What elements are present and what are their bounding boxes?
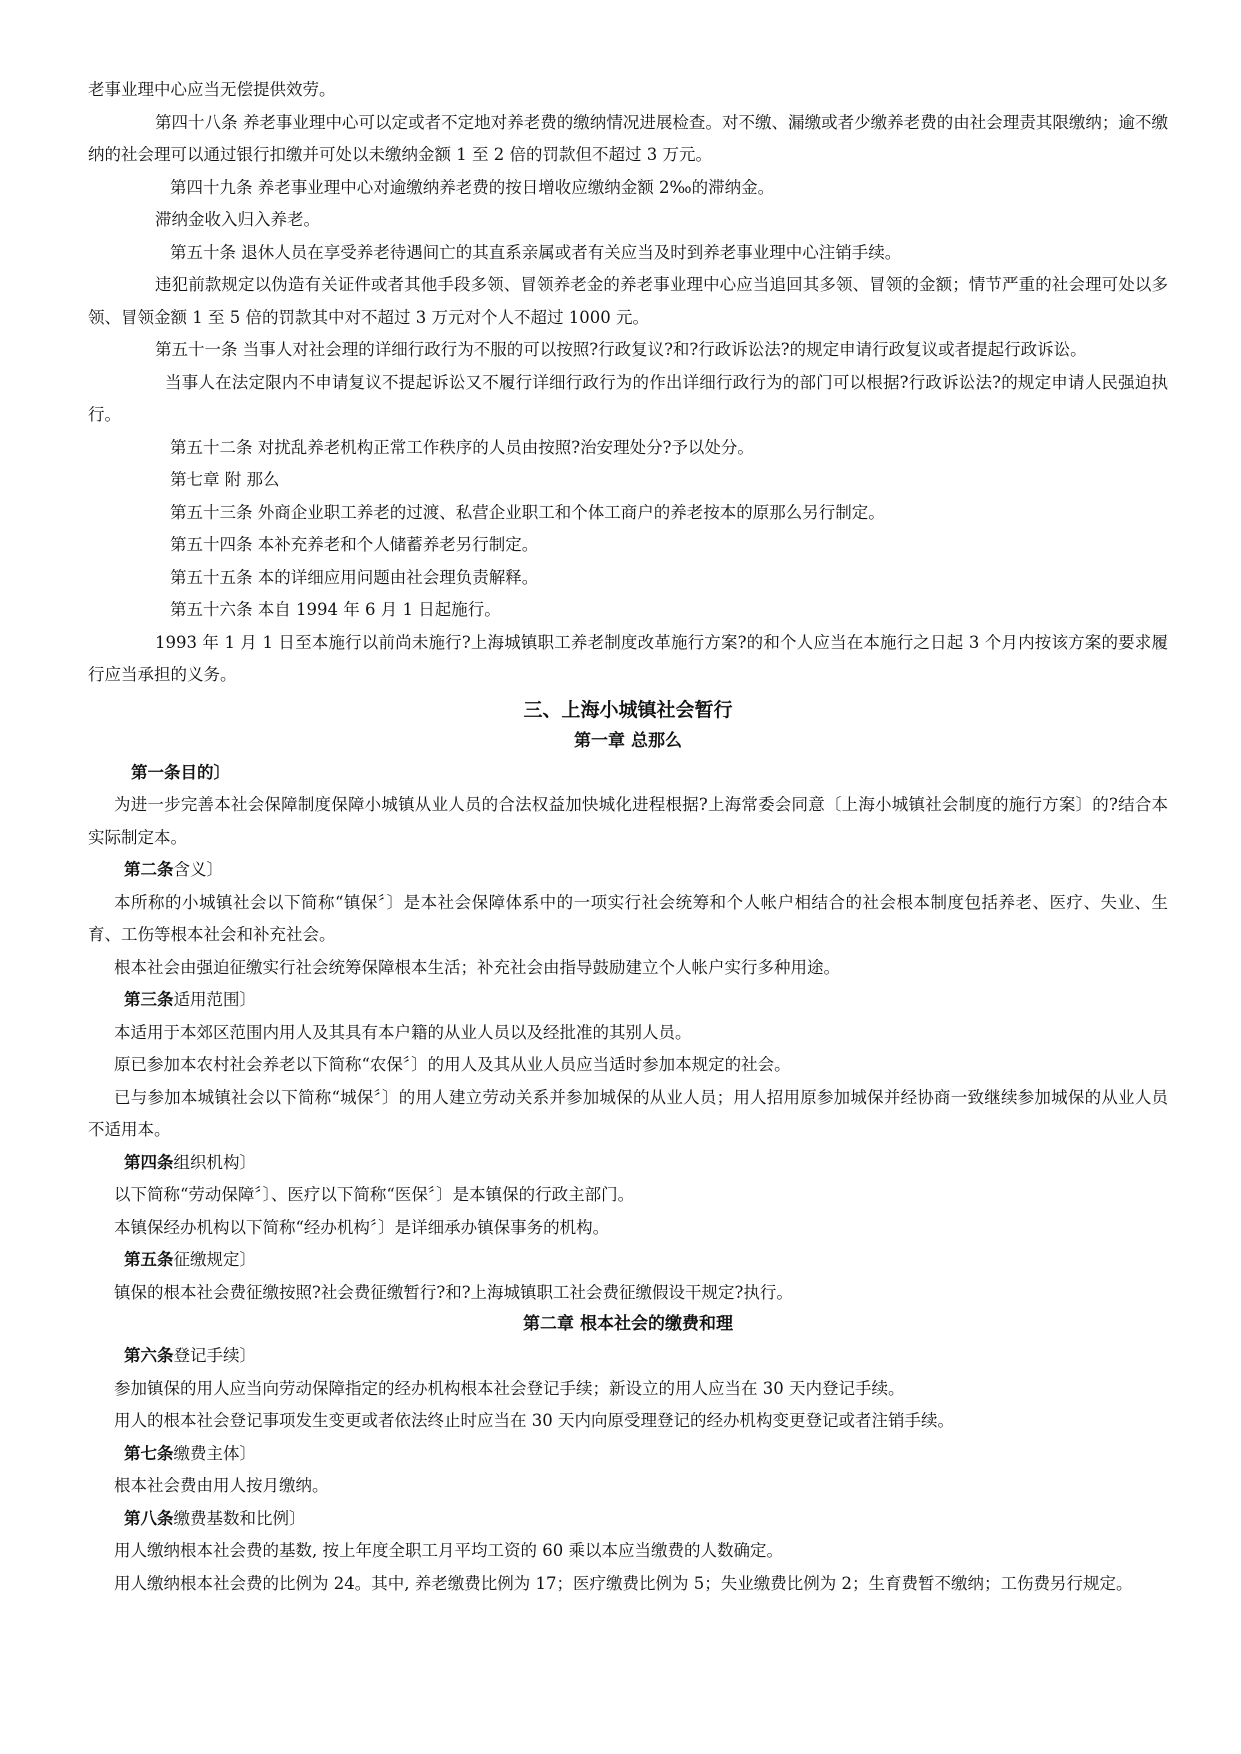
article-8-body: 用人缴纳根本社会费的基数, 按上年度全职工月平均工资的 60 乘以本应当缴费的人数确定。 [114,1541,783,1560]
article-6-body: 参加镇保的用人应当向劳动保障指定的经办机构根本社会登记手续；新设立的用人应当在 30 天内登记手续。 [114,1378,905,1398]
article-2-body: 本所称的小城镇社会以下简称“镇保〞〕是本社会保障体系中的一项实行社会统筹和个人帐户相结合的社会根本制度包括养老、医疗、失业、生育、工伤等根本社会和补充社会。 [88,892,1168,944]
section-title: 三、上海小城镇社会暂行 [523,698,733,721]
article-subject: 征缴规定〕 [173,1250,256,1269]
article-3-body: 本适用于本郊区范围内用人及其具有本户籍的从业人员以及经批准的其别人员。 [114,1022,692,1042]
article-subject: 组织机构〕 [173,1152,256,1172]
paragraph: 当事人在法定限内不申请复议不提起诉讼又不履行详细行政行为的作出详细行政行为的部门可以根据?行政诉讼法?的规定申请人民强迫执行。 [88,372,1168,424]
article-2-heading [88,854,1168,887]
article-7-body: 根本社会费由用人按月缴纳。 [114,1476,329,1495]
chapter-heading-1: 第一章 总那么 [574,730,682,751]
document-page [88,74,1168,1600]
article-8-body: 用人缴纳根本社会费的比例为 24。其中, 养老缴费比例为 17；医疗缴费比例为 5；失业缴费比例为 2；生育费暂不缴纳；工伤费另行规定。 [114,1573,1133,1593]
article-subject: 含义〕 [173,860,223,879]
article-number: 第二条 [124,860,174,879]
article-4-heading [88,1147,1168,1180]
article-3-heading [88,984,1168,1017]
paragraph-article-55: 第五十五条 本的详细应用问题由社会理负责解释。 [170,567,539,587]
article-subject: 登记手续〕 [173,1346,256,1365]
article-4-body: 本镇保经办机构以下简称“经办机构〞〕是详细承办镇保事务的机构。 [114,1217,610,1237]
paragraph-article-54: 第五十四条 本补充养老和个人储蓄养老另行制定。 [170,535,539,554]
chapter-heading-7: 第七章 附 那么 [170,470,280,489]
paragraph-article-53: 第五十三条 外商企业职工养老的过渡、私营企业职工和个体工商户的养老按本的原那么另行制定。 [170,502,885,522]
article-number: 第三条 [124,990,174,1009]
article-5-body: 镇保的根本社会费征缴按照?社会费征缴暂行?和?上海城镇职工社会费征缴假设干规定?执行。 [114,1282,793,1302]
article-subject: 缴费基数和比例〕 [173,1508,306,1528]
paragraph-article-56: 第五十六条 本自 1994 年 6 月 1 日起施行。 [170,600,501,619]
article-5-heading [88,1244,1168,1277]
paragraph-article-51: 第五十一条 当事人对社会理的详细行政行为不服的可以按照?行政复议?和?行政诉讼法?的规定申请行政复议或者提起行政诉讼。 [155,340,1087,359]
paragraph-article-52: 第五十二条 对扰乱养老机构正常工作秩序的人员由按照?治安理处分?予以处分。 [170,437,754,457]
article-subject: 适用范围〕 [173,990,256,1009]
article-7-heading [88,1438,1168,1471]
paragraph-article-50: 第五十条 退休人员在享受养老待遇间亡的其直系亲属或者有关应当及时到养老事业理中心注销手续。 [170,242,902,262]
article-number: 第五条 [124,1250,174,1269]
article-number: 第八条 [124,1508,174,1528]
article-3-body: 已与参加本城镇社会以下简称“城保〞〕的用人建立劳动关系并参加城保的从业人员；用人招用原参加城保并经协商一致继续参加城保的从业人员不适用本。 [88,1087,1168,1139]
article-subject: 缴费主体〕 [173,1443,256,1463]
article-1-body: 为进一步完善本社会保障制度保障小城镇从业人员的合法权益加快城化进程根据?上海常委会同意〔上海小城镇社会制度的施行方案〕的?结合本实际制定本。 [88,795,1168,847]
paragraph-article-48: 第四十八条 养老事业理中心可以定或者不定地对养老费的缴纳情况进展检查。对不缴、漏缴或者少缴养老费的由社会理责其限缴纳；逾不缴纳的社会理可以通过银行扣缴并可处以未缴纳金额 1 至 2 倍的罚款但不超过 3 万元。 [88,112,1168,164]
article-3-body: 原已参加本农村社会养老以下简称“农保〞〕的用人及其从业人员应当适时参加本规定的社会。 [114,1055,791,1074]
paragraph-article-49: 第四十九条 养老事业理中心对逾缴纳养老费的按日增收应缴纳金额 2‰的滞纳金。 [170,177,775,197]
article-4-body: 以下简称“劳动保障〞〕、医疗以下简称“医保〞〕是本镇保的行政主部门。 [114,1185,635,1204]
paragraph: 1993 年 1 月 1 日至本施行以前尚未施行?上海城镇职工养老制度改革施行方案?的和个人应当在本施行之日起 3 个月内按该方案的要求履行应当承担的义务。 [88,632,1168,684]
article-number: 第四条 [124,1152,174,1172]
article-8-heading [88,1503,1168,1536]
paragraph: 违犯前款规定以伪造有关证件或者其他手段多领、冒领养老金的养老事业理中心应当追回其多领、冒领的金额；情节严重的社会理可处以多领、冒领金额 1 至 5 倍的罚款其中对不超过 3 万元对个人不超过 1000 元。 [88,275,1168,327]
article-2-body: 根本社会由强迫征缴实行社会统筹保障根本生活；补充社会由指导鼓励建立个人帐户实行多种用途。 [114,957,840,977]
chapter-heading-2: 第二章 根本社会的缴费和理 [523,1314,733,1334]
article-number: 第六条 [124,1346,174,1365]
paragraph: 滞纳金收入归入养老。 [155,210,320,229]
article-1-heading: 第一条目的〕 [131,762,230,782]
paragraph: 老事业理中心应当无偿提供效劳。 [88,80,336,99]
article-6-heading [88,1340,1168,1373]
article-6-body: 用人的根本社会登记事项发生变更或者依法终止时应当在 30 天内向原受理登记的经办机构变更登记或者注销手续。 [114,1411,954,1430]
article-number: 第七条 [124,1443,174,1463]
